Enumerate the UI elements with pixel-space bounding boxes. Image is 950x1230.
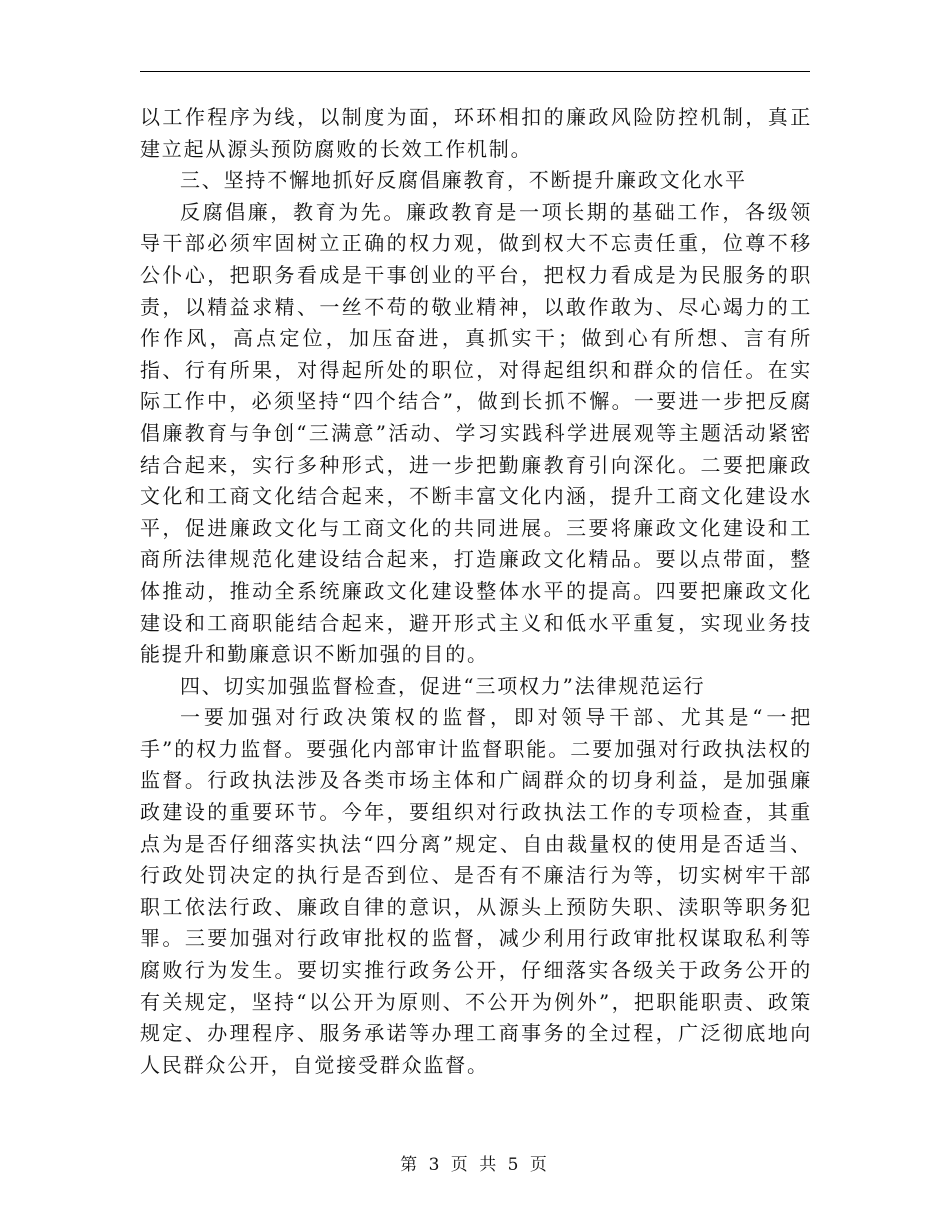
header-rule (140, 71, 810, 72)
section-heading-4: 四、切实加强监督检查，促进“三项权力”法律规范运行 (180, 673, 706, 698)
paragraph-education: 反腐倡廉，教育为先。廉政教育是一项长期的基础工作，各级领导干部必须牢固树立正确的权力观，做到权大不忘责任重，位尊不移公仆心，把职务看成是干事创业的平台，把权力看成是为民服务的职责，以精益求精、一丝不苟的敬业精神，以敢作敢为、尽心竭力的工作作风，高点定位，加压奋进，真抓实干；做到心有所想、言有所指、行有所果，对得起所处的职位，对得起组织和群众的信任。在实际工作中，必须坚持“四个结合”，做到长抓不懈。一要进一步把反腐倡廉教育与争创“三满意”活动、学习实践科学进展观等主题活动紧密结合起来，实行多种形式，进一步把勤廉教育引向深化。二要把廉政文化和工商文化结合起来，不断丰富文化内涵，提升工商文化建设水平，促进廉政文化与工商文化的共同进展。三要将廉政文化建设和工商所法律规范化建设结合起来，打造廉政文化精品。要以点带面，整体推动，推动全系统廉政文化建设整体水平的提高。四要把廉政文化建设和工商职能结合起来，避开形式主义和低水平重复，实现业务技能提升和勤廉意识不断加强的目的。 (140, 199, 812, 667)
document-body (140, 102, 812, 1081)
paragraph-supervision: 一要加强对行政决策权的监督，即对领导干部、尤其是“一把手”的权力监督。要强化内部审计监督职能。二要加强对行政执法权的监督。行政执法涉及各类市场主体和广阔群众的切身利益，是加强廉政建设的重要环节。今年，要组织对行政执法工作的专项检查，其重点为是否仔细落实执法“四分离”规定、自由裁量权的使用是否适当、行政处罚决定的执行是否到位、是否有不廉洁行为等，切实树牢干部职工依法行政、廉政自律的意识，从源头上预防失职、渎职等职务犯罪。三要加强对行政审批权的监督，减少利用行政审批权谋取私利等腐败行为发生。要切实推行政务公开，仔细落实各级关于政务公开的有关规定，坚持“以公开为原则、不公开为例外”，把职能职责、政策规定、办理程序、服务承诺等办理工商事务的全过程，广泛彻底地向人民群众公开，自觉接受群众监督。 (140, 705, 812, 1077)
paragraph-continuation: 以工作程序为线，以制度为面，环环相扣的廉政风险防控机制，真正建立起从源头预防腐败的长效工作机制。 (140, 105, 812, 161)
page-number: 第 3 页 共 5 页 (400, 1155, 550, 1175)
section-heading-3: 三、坚持不懈地抓好反腐倡廉教育，不断提升廉政文化水平 (180, 168, 747, 193)
